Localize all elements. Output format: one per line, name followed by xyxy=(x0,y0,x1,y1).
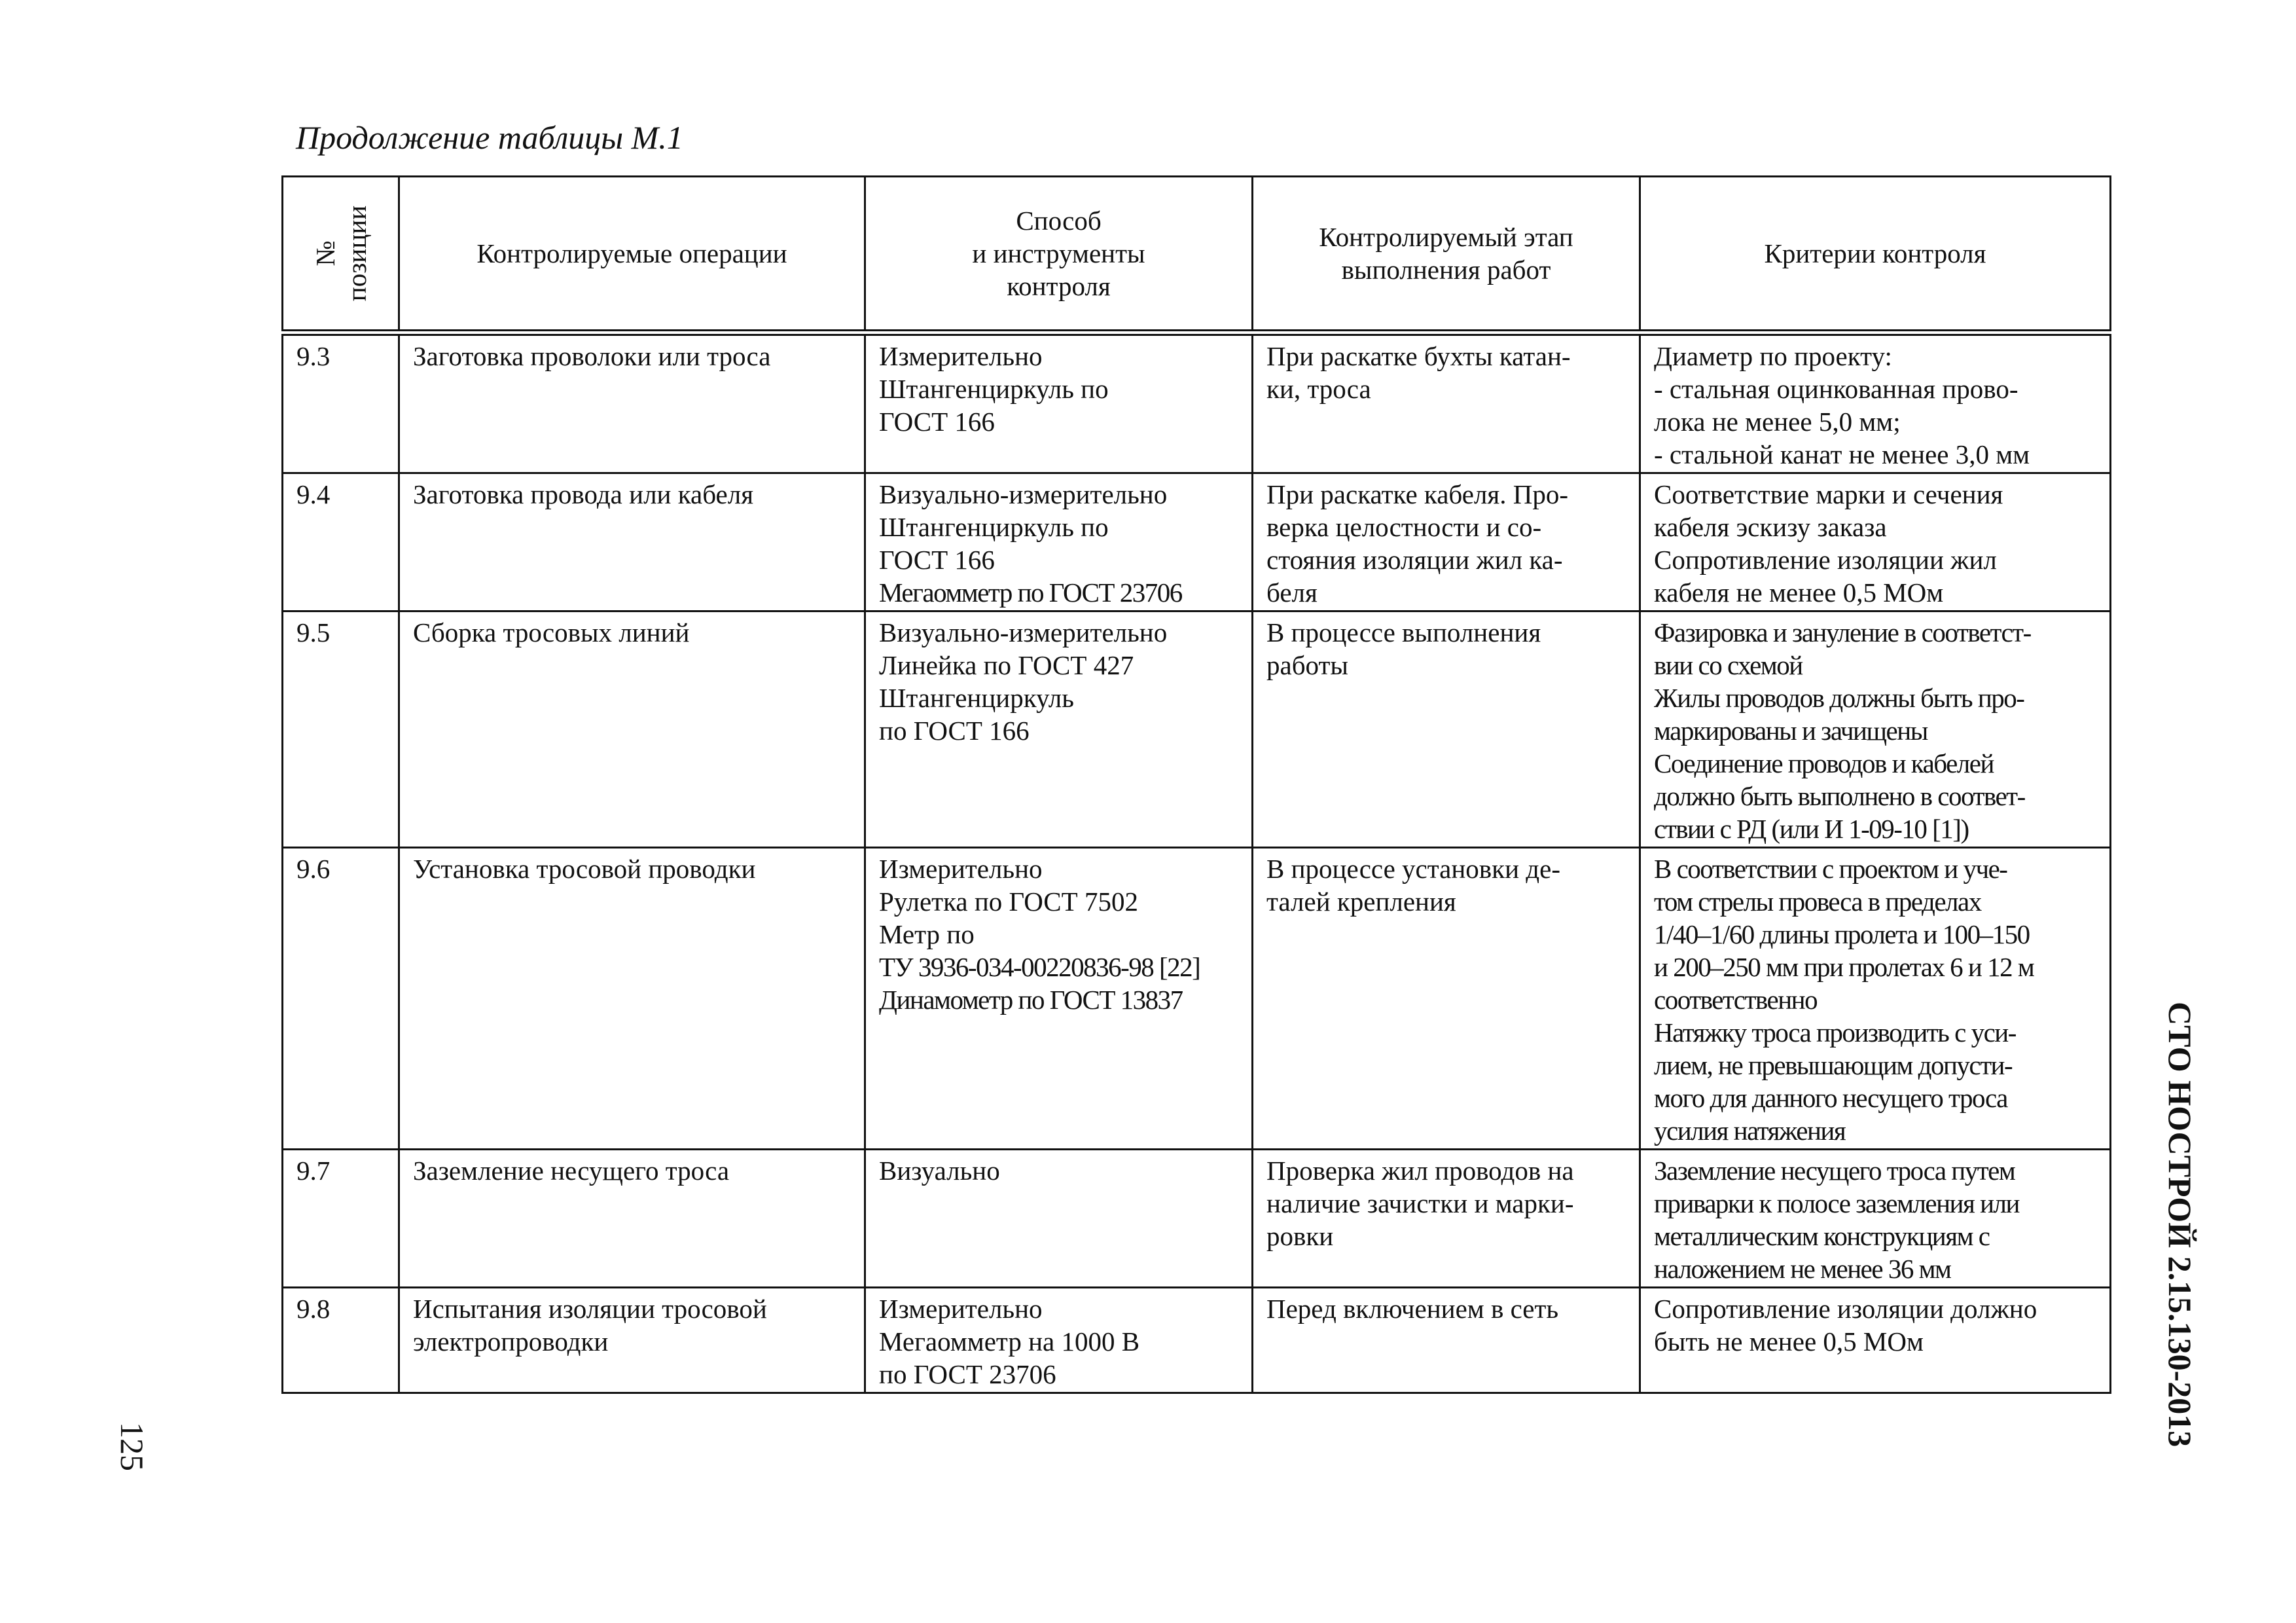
cell-operation: Сборка тросовых линий xyxy=(399,611,865,848)
cell-criteria: Диаметр по проекту: - стальная оцинкованная прово- лока не менее 5,0 мм; - стальной канат не менее 3,0 мм xyxy=(1640,333,2111,473)
cell-position: 9.3 xyxy=(283,333,399,473)
cell-method: Измерительно Штангенциркуль по ГОСТ 166 xyxy=(865,333,1253,473)
cell-operation: Заготовка провода или кабеля xyxy=(399,473,865,611)
document-code: СТО НОСТРОЙ 2.15.130-2013 xyxy=(2162,1002,2198,1448)
cell-method: Визуально xyxy=(865,1150,1253,1288)
cell-stage: Проверка жил проводов на наличие зачистки и марки- ровки xyxy=(1253,1150,1640,1288)
cell-method: Измерительно Рулетка по ГОСТ 7502 Метр по ТУ 3936-034-00220836-98 [22] Динамометр по ГОСТ 13837 xyxy=(865,848,1253,1150)
control-table xyxy=(281,175,2111,1394)
cell-stage: В процессе выполнения работы xyxy=(1253,611,1640,848)
cell-operation: Установка тросовой проводки xyxy=(399,848,865,1150)
table-caption: Продолжение таблицы М.1 xyxy=(296,119,683,156)
header-stage: Контролируемый этап выполнения работ xyxy=(1253,177,1640,333)
cell-criteria: Фазировка и зануление в соответст- вии со схемой Жилы проводов должны быть про- маркированы и зачищены Соединение проводов и кабелей должно быть выполнено в соответ- ствии с РД (или И 1-09-10 [1]) xyxy=(1640,611,2111,848)
table-row xyxy=(283,1150,2111,1288)
table-header-row xyxy=(283,177,2111,333)
cell-position: 9.4 xyxy=(283,473,399,611)
cell-operation: Заготовка проволоки или троса xyxy=(399,333,865,473)
header-criteria: Критерии контроля xyxy=(1640,177,2111,333)
cell-stage: При раскатке бухты катан- ки, троса xyxy=(1253,333,1640,473)
cell-criteria: Соответствие марки и сечения кабеля эскизу заказа Сопротивление изоляции жил кабеля не менее 0,5 МОм xyxy=(1640,473,2111,611)
header-operations: Контролируемые операции xyxy=(399,177,865,333)
cell-criteria: В соответствии с проектом и уче- том стрелы провеса в пределах 1/40–1/60 длины пролета и 100–150 и 200–250 мм при пролетах 6 и 12 м соответственно Натяжку троса производить с уси- лием, не превышающим допусти- мого для данного несущего троса усилия натяжения xyxy=(1640,848,2111,1150)
cell-position: 9.5 xyxy=(283,611,399,848)
table-row xyxy=(283,611,2111,848)
cell-method: Визуально-измерительно Линейка по ГОСТ 427 Штангенциркуль по ГОСТ 166 xyxy=(865,611,1253,848)
table-row xyxy=(283,333,2111,473)
cell-criteria: Заземление несущего троса путем приварки к полосе заземления или металлическим конструкциям с наложением не менее 36 мм xyxy=(1640,1150,2111,1288)
header-position-number: № позиции xyxy=(283,177,399,333)
cell-method: Измерительно Мегаомметр на 1000 В по ГОСТ 23706 xyxy=(865,1288,1253,1393)
table-row xyxy=(283,848,2111,1150)
cell-criteria: Сопротивление изоляции должно быть не менее 0,5 МОм xyxy=(1640,1288,2111,1393)
cell-stage: Перед включением в сеть xyxy=(1253,1288,1640,1393)
page-number: 125 xyxy=(114,1422,151,1471)
cell-operation: Заземление несущего троса xyxy=(399,1150,865,1288)
header-method: Способ и инструменты контроля xyxy=(865,177,1253,333)
cell-stage: При раскатке кабеля. Про- верка целостности и со- стояния изоляции жил ка- беля xyxy=(1253,473,1640,611)
table-row xyxy=(283,1288,2111,1393)
cell-position: 9.7 xyxy=(283,1150,399,1288)
cell-method: Визуально-измерительно Штангенциркуль по ГОСТ 166 Мегаомметр по ГОСТ 23706 xyxy=(865,473,1253,611)
table-row xyxy=(283,473,2111,611)
cell-position: 9.8 xyxy=(283,1288,399,1393)
cell-stage: В процессе установки де- талей крепления xyxy=(1253,848,1640,1150)
cell-operation: Испытания изоляции тросовой электропроводки xyxy=(399,1288,865,1393)
cell-position: 9.6 xyxy=(283,848,399,1150)
